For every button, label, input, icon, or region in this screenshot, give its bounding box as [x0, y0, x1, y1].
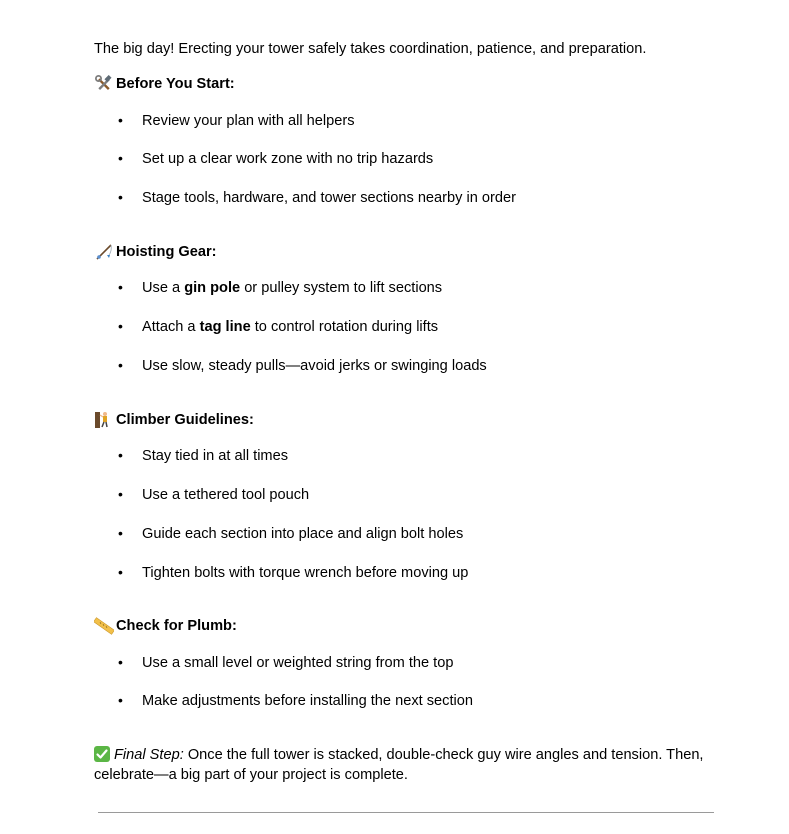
final-step-paragraph: [94, 745, 734, 785]
list-item-text: Attach a: [142, 319, 200, 335]
list-item-text: Use a tethered tool pouch: [142, 487, 310, 503]
list-item-text: Set up a clear work zone with no trip hazards: [142, 151, 434, 167]
section-heading-hoisting-gear: [94, 242, 217, 262]
hammer-wrench-icon: [94, 75, 114, 93]
final-step-text: Once the full tower is stacked, double-check guy wire angles and tension. Then, celebrate—a big part of your project is complete.: [94, 747, 704, 783]
section-title: Hoisting Gear:: [116, 244, 217, 260]
section-heading-check-for-plumb: [94, 616, 237, 636]
fishing-pole-icon: [94, 243, 114, 261]
list-item: [118, 148, 433, 169]
list-item: [118, 187, 516, 208]
list-item-text: Make adjustments before installing the next section: [142, 693, 473, 709]
horizontal-rule: [98, 812, 714, 813]
list-item: [118, 277, 442, 298]
bullet: •: [118, 112, 123, 128]
climber-icon: [94, 411, 114, 429]
list-item-text: Stage tools, hardware, and tower sections nearby in order: [142, 190, 516, 206]
check-mark-icon: [94, 746, 110, 762]
list-item: [118, 316, 438, 337]
bullet: •: [118, 357, 123, 373]
bullet: •: [118, 564, 123, 580]
intro-paragraph: The big day! Erecting your tower safely takes coordination, patience, and preparation.: [94, 41, 647, 57]
list-item-text-tail: to control rotation during lifts: [250, 319, 439, 335]
list-item: [118, 355, 487, 376]
list-item-text: Tighten bolts with torque wrench before moving up: [142, 565, 469, 581]
list-item-text: Review your plan with all helpers: [142, 113, 355, 129]
list-item-text: Guide each section into place and align bolt holes: [142, 526, 464, 542]
section-title: Climber Guidelines:: [116, 412, 254, 428]
section-title: Check for Plumb:: [116, 618, 237, 634]
list-item-text: Stay tied in at all times: [142, 448, 289, 464]
ruler-icon: [94, 617, 114, 635]
list-item: [118, 110, 355, 131]
bullet: •: [118, 189, 123, 205]
bullet: •: [118, 486, 123, 502]
bold-term: gin pole: [184, 280, 241, 296]
bold-term: tag line: [199, 319, 251, 335]
bullet: •: [118, 279, 123, 295]
bullet: •: [118, 654, 123, 670]
list-item-text: Use slow, steady pulls—avoid jerks or swinging loads: [142, 358, 487, 374]
list-item: [118, 652, 453, 673]
list-item: [118, 690, 473, 711]
list-item: [118, 445, 288, 466]
list-item: [118, 523, 463, 544]
list-item: [118, 484, 309, 505]
bullet: •: [118, 525, 123, 541]
section-heading-climber-guidelines: [94, 410, 254, 430]
final-step-label: Final Step:: [114, 747, 184, 763]
list-item-text: Use a small level or weighted string from the top: [142, 655, 454, 671]
list-item-text-tail: or pulley system to lift sections: [240, 280, 443, 296]
bullet: •: [118, 318, 123, 334]
bullet: •: [118, 447, 123, 463]
list-item-text: Use a: [142, 280, 185, 296]
bullet: •: [118, 150, 123, 166]
section-heading-before-you-start: [94, 74, 235, 94]
section-title: Before You Start:: [116, 76, 235, 92]
list-item: [118, 562, 468, 583]
bullet: •: [118, 692, 123, 708]
